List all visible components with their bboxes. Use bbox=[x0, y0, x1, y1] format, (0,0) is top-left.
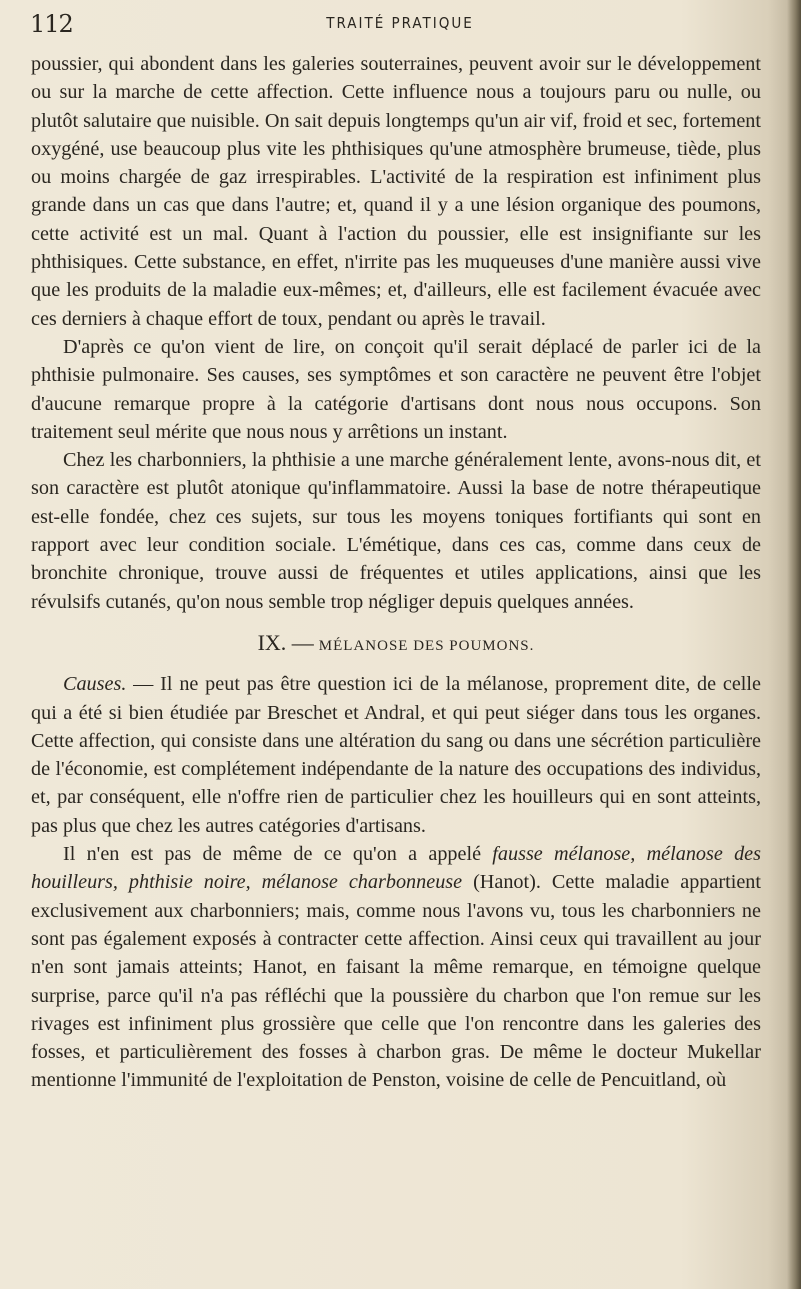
disease-names: fausse mélanose, mélanose des houilleurs, phthisie noire, mélanose charbonneuse bbox=[31, 843, 761, 894]
page-number: 112 bbox=[30, 10, 73, 38]
last-paragraph-rest: (Hanot). Cette maladie appartient exclusivement aux charbonniers; mais, comme nous l'avons vu, tous les charbonniers ne sont pas également exposés à contracter cette affection. Ainsi ceux qui travaillent au jour n'en sont jamais atteints; Hanot, en faisant la même remarque, en témoigne quelque surprise, parce qu'il n'a pas réfléchi que la poussière du charbon que l'on remue sur les rivages est infiniment plus grossière que celle que l'on rencontre dans les galeries des fosses, et particulièrement des fosses à charbon gras. De même le docteur Mukellar mentionne l'immunité de l'exploitation de Penston, voisine de celle de Pencuitland, où bbox=[31, 871, 761, 1092]
causes-paragraph bbox=[31, 670, 761, 840]
page-header bbox=[30, 6, 770, 42]
paragraph-last bbox=[31, 840, 761, 1095]
running-title: TRAITÉ PRATIQUE bbox=[326, 14, 474, 32]
paragraph: D'après ce qu'on vient de lire, on conçoit qu'il serait déplacé de parler ici de la phthisie pulmonaire. Ses causes, ses symptômes et son caractère ne peuvent être l'objet d'aucune remarque propre à la catégorie d'artisans dont nous nous occupons. Son traitement seul mérite que nous nous y arrêtions un instant. bbox=[31, 335, 761, 443]
causes-text: — Il ne peut pas être question ici de la mélanose, proprement dite, de celle qui a été si bien étudiée par Breschet et Andral, et qui peut siéger dans tous les organes. Cette affection, qui consiste dans une altération du sang ou dans une sécrétion particulière de l'économie, est complétement indépendante de la nature des occupations des individus, et, par conséquent, elle n'offre rien de particulier chez les houilleurs qui en sont atteints, pas plus que chez les autres catégories d'artisans. bbox=[31, 673, 761, 837]
paragraph-continued: poussier, qui abondent dans les galeries souterraines, peuvent avoir sur le développement ou sur la marche de cette affection. Cette influence nous a toujours paru ou nulle, ou plutôt salutaire que nuisible. On sait depuis longtemps qu'un air vif, froid et sec, fortement oxygéné, use beaucoup plus vite les phthisiques qu'une atmosphère brumeuse, tiède, plus ou moins chargée de gaz irrespirables. L'activité de la respiration est infiniment plus grande dans un cas que dans l'autre; et, quand il y a une lésion organique des poumons, cette activité est un mal. Quant à l'action du poussier, elle est insignifiante sur les phthisiques. Cette substance, en effet, n'irrite pas les muqueuses d'une manière aussi vive que les produits de la maladie eux-mêmes; et, d'ailleurs, elle est facilement évacuée avec ces derniers à chaque effort de toux, pendant ou après le travail. bbox=[31, 53, 761, 330]
page-body bbox=[31, 50, 761, 1095]
section-number: IX. — bbox=[257, 629, 314, 655]
section-title: MÉLANOSE DES POUMONS. bbox=[318, 637, 535, 654]
last-paragraph-start: Il n'en est pas de même de ce qu'on a appelé bbox=[63, 843, 493, 866]
causes-label: Causes. bbox=[63, 673, 127, 696]
paragraph: Chez les charbonniers, la phthisie a une marche généralement lente, avons-nous dit, et son caractère est plutôt atonique qu'inflammatoire. Aussi la base de notre thérapeutique est-elle fondée, chez ces sujets, sur tous les moyens toniques fortifiants qui sont en rapport avec leur condition sociale. L'émétique, dans ces cas, comme dans ceux de bronchite chronique, trouve aussi de fréquentes et utiles applications, ainsi que les révulsifs cutanés, qu'on nous semble trop négliger depuis quelques années. bbox=[31, 449, 761, 613]
section-heading bbox=[31, 629, 761, 660]
page-edge-shadow bbox=[787, 0, 801, 1289]
